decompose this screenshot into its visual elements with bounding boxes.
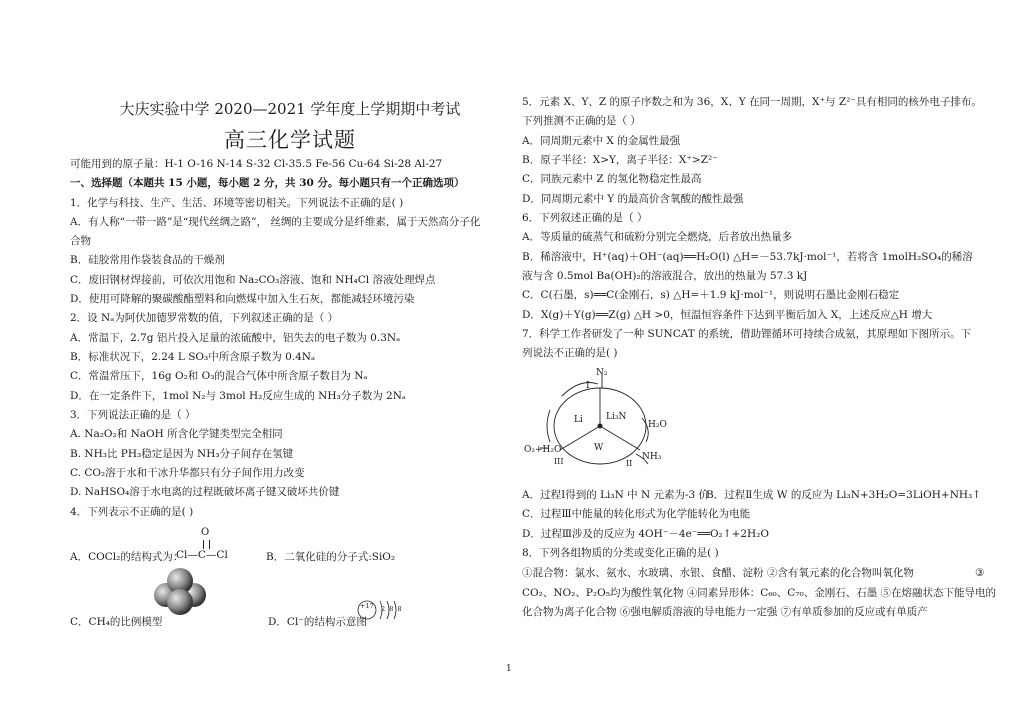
- q1-option-a-cont: 合物: [70, 235, 91, 247]
- q4-option-c: C．CH₄的比例模型: [70, 616, 163, 628]
- q5-option-a: A．同周期元素中 X 的金属性最强: [522, 135, 681, 147]
- q6-option-d: D．X(g)＋Y(g)══Z(g) △H >0，恒温恒容条件下达到平衡后加入 X，上述反应△H 增大: [522, 309, 933, 321]
- fig-o2-h2o: O₂+H₂O: [524, 445, 562, 455]
- q3-option-b: B. NH₃比 PH₃稳定是因为 NH₃分子间存在氢键: [70, 448, 294, 460]
- q8-line-2: CO₂、NO₂、P₂O₅均为酸性氧化物 ④同素异形体：C₆₀、C₇₀、金刚石、石墨 ⑤在熔融状态下能导电的: [522, 587, 997, 599]
- q6-option-c: C．C(石墨，s)══C(金刚石，s) △H=＋1.9 kJ·mol⁻¹，则说明石墨比金刚石稳定: [522, 289, 900, 301]
- question-5-cont: 下列推测不正确的是（ ）: [522, 115, 641, 127]
- fig-w: W: [594, 443, 604, 453]
- struct-oxygen: O: [201, 527, 210, 538]
- exam-title: 大庆实验中学 2020—2021 学年度上学期期中考试: [119, 100, 461, 118]
- q2-option-c: C．常温常压下，16g O₂和 O₃的混合气体中所含原子数目为 Nₐ: [70, 370, 368, 382]
- q4-option-b: B．二氧化硅的分子式:SiO₂: [266, 551, 396, 563]
- q6-option-b-cont: 液与含 0.5mol Ba(OH)₂的溶液混合，放出的热量为 57.3 kJ: [522, 270, 808, 282]
- question-8: 8．下列各组物质的分类或变化正确的是( ): [522, 547, 719, 559]
- ion-shells: 2 8 8: [381, 605, 403, 613]
- question-6: 6．下列叙述正确的是（ ）: [522, 212, 648, 224]
- q1-option-b: B．硅胶常用作袋装食品的干燥剂: [70, 254, 225, 266]
- exam-subtitle: 高三化学试题: [224, 128, 356, 152]
- question-5: 5．元素 X、Y、Z 的原子序数之和为 36，X、Y 在同一周期，X⁺与 Z²⁻具有相同的核外电子排布。: [522, 96, 982, 108]
- fig-nh3: NH₃: [642, 452, 662, 462]
- q7-option-b: B．过程Ⅱ生成 W 的反应为 Li₃N+3H₂O=3LiOH+NH₃↑: [706, 489, 982, 501]
- q7-option-d: D．过程Ⅲ涉及的反应为 4OH⁻－4e⁻══O₂↑+2H₂O: [522, 528, 770, 540]
- q1-option-c: C．废旧钢材焊接前，可依次用饱和 Na₂CO₃溶液、饱和 NH₄Cl 溶液处理焊点: [70, 274, 436, 286]
- q6-option-b: B．稀溶液中，H⁺(aq)＋OH⁻(aq)══H₂O(l) △H=－53.7kJ·mol⁻¹，若将含 1molH₂SO₄的稀溶: [522, 251, 973, 263]
- q5-option-c: C．同族元素中 Z 的氢化物稳定性最高: [522, 173, 702, 185]
- fig-li: Li: [574, 415, 583, 425]
- fig-li3n: Li₃N: [606, 412, 627, 422]
- q1-option-d: D．使用可降解的聚碳酸酯塑料和向燃煤中加入生石灰，都能减轻环境污染: [70, 293, 415, 305]
- struct-chain: Cl—C—Cl: [176, 549, 228, 561]
- q2-option-d: D．在一定条件下，1mol N₂与 3mol H₂反应生成的 NH₃分子数为 2Nₐ: [70, 390, 406, 402]
- fig-process-ii: II: [626, 459, 633, 468]
- fig-process-i: I: [586, 381, 590, 391]
- q2-option-b: B．标准状况下，2.24 L SO₃中所含原子数为 0.4Nₐ: [70, 351, 316, 363]
- question-7: 7．科学工作者研发了一种 SUNCAT 的系统，借助锂循环可持续合成氨，其原理如下图所示。下: [522, 328, 972, 340]
- q5-option-d: D．同周期元素中 Y 的最高价含氧酸的酸性最强: [522, 193, 744, 205]
- fig-process-iii: III: [554, 457, 564, 466]
- q4-option-d: D．Cl⁻的结构示意图: [268, 616, 367, 628]
- q8-line-1-end: ③: [975, 567, 985, 579]
- section-heading: 一、选择题（本题共 15 小题，每小题 2 分，共 30 分。每小题只有一个正确选项）: [70, 177, 465, 189]
- ion-charge: +17: [360, 602, 374, 610]
- question-3: 3．下列说法正确的是（ ）: [70, 409, 196, 421]
- q3-option-d: D. NaHSO₄溶于水电离的过程既破坏离子键又破坏共价键: [70, 486, 340, 498]
- ch4-model-icon: [150, 565, 210, 617]
- q3-option-a: A. Na₂O₂和 NaOH 所含化学键类型完全相同: [70, 428, 283, 440]
- q5-option-b: B．原子半径：X>Y，离子半径：X⁺>Z²⁻: [522, 154, 718, 166]
- q2-option-a: A．常温下，2.7g 铝片投入足量的浓硫酸中，铝失去的电子数为 0.3Nₐ: [70, 332, 401, 344]
- q6-option-a: A．等质量的硫蒸气和硫粉分别完全燃烧，后者放出热量多: [522, 231, 793, 243]
- q8-line-3: 化合物为离子化合物 ⑥强电解质溶液的导电能力一定强 ⑦有单质参加的反应或有单质产: [522, 606, 928, 618]
- page-number: 1: [506, 664, 512, 674]
- fig-h2o: H₂O: [648, 420, 667, 430]
- question-7-cont: 列说法不正确的是( ): [522, 347, 618, 359]
- question-1: 1．化学与科技、生产、生活、环境等密切相关。下列说法不正确的是( ): [70, 197, 404, 209]
- q7-option-a: A．过程Ⅰ得到的 Li₃N 中 N 元素为-3 价: [522, 489, 710, 501]
- q1-option-a: A．有人称“一带一路”是“现代丝绸之路”， 丝绸的主要成分是纤维素，属于天然高分子化: [70, 216, 481, 228]
- q7-option-c: C．过程Ⅲ中能量的转化形式为化学能转化为电能: [522, 508, 751, 520]
- question-2: 2．设 Nₐ为阿伏加德罗常数的值，下列叙述正确的是（ ）: [70, 312, 339, 324]
- atomic-masses: 可能用到的原子量：H-1 O-16 N-14 S-32 Cl-35.5 Fe-56 Cu-64 Si-28 Al-27: [70, 158, 443, 170]
- question-4: 4．下列表示不正确的是( ): [70, 506, 194, 518]
- q4-option-a: A．COCl₂的结构式为：: [70, 551, 184, 563]
- fig-n2: N₂: [596, 368, 608, 378]
- q8-line-1: ①混合物：氯水、氨水、水玻璃、水银、食醋、淀粉 ②含有氧元素的化合物叫氧化物: [522, 567, 914, 579]
- q3-option-c: C. CO₂溶于水和干冰升华都只有分子间作用力改变: [70, 467, 305, 479]
